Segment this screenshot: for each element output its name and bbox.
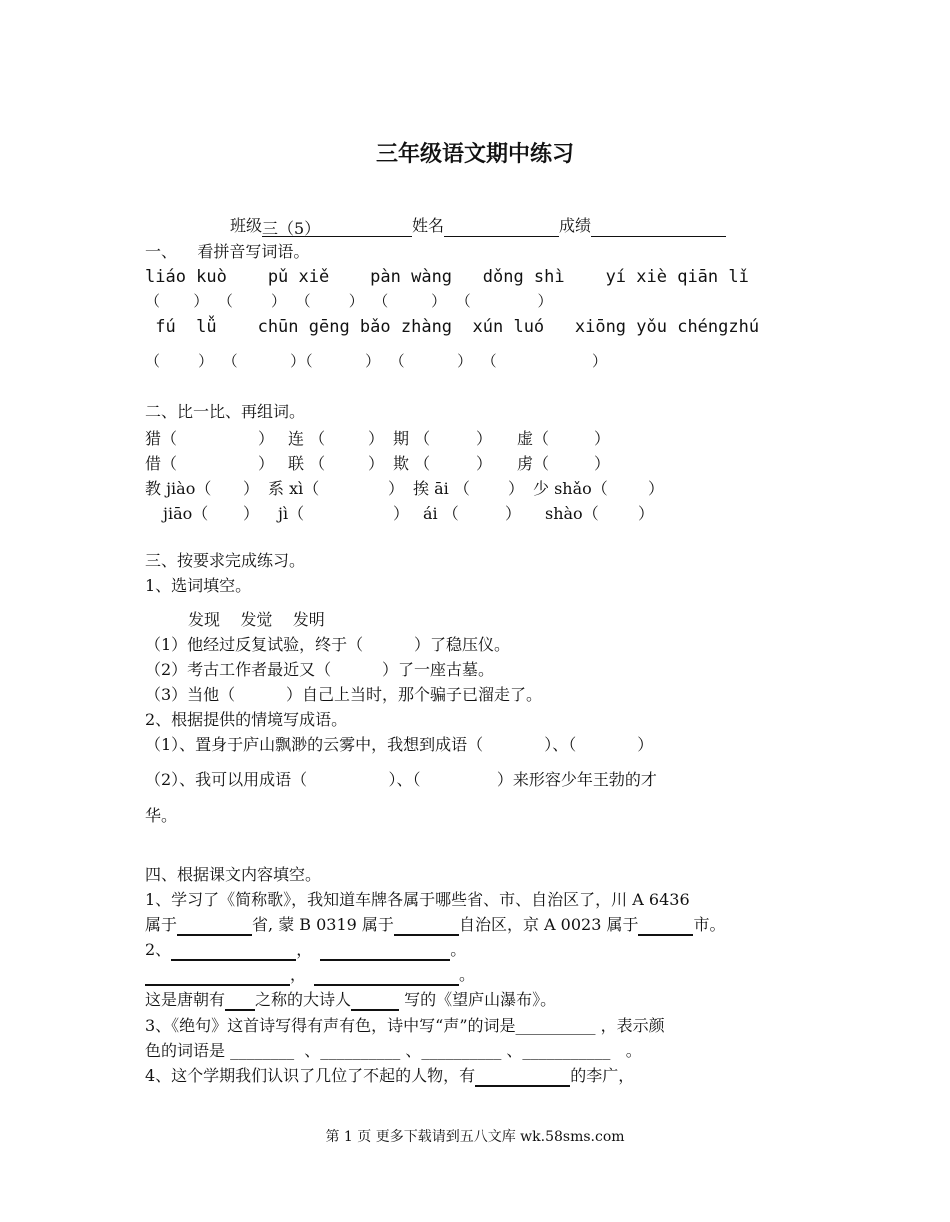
score-label: 成绩 [559, 216, 592, 235]
paren[interactable]: ） [388, 479, 405, 498]
section1-heading: 一、 看拼音写词语。 [145, 242, 310, 261]
text: 的李广， [570, 1066, 635, 1085]
paren[interactable]: ） [243, 504, 260, 523]
paren[interactable]: ） [258, 429, 275, 448]
compare-r2c1: 借（ [145, 454, 178, 473]
paren[interactable]: ） [638, 504, 655, 523]
text: 写的《望庐山瀑布》。 [399, 990, 557, 1009]
s4-line-6[interactable]: 3、《绝句》这首诗写得有声有色，诗中写“声”的词是__________ ，表示颜 [145, 1016, 665, 1035]
name-label: 姓名 [412, 216, 445, 235]
paren[interactable]: ） [648, 479, 665, 498]
text: 市。 [693, 915, 726, 934]
paren[interactable]: ） [393, 504, 410, 523]
text: 2、 [145, 940, 172, 959]
s4-line-1: 1、学习了《简称歌》，我知道车牌各属于哪些省、市、自治区了，川 A 6436 [145, 890, 690, 909]
s4-line-5 [145, 989, 810, 1011]
s4-line-3 [145, 939, 810, 961]
blank[interactable] [638, 916, 693, 936]
paren[interactable]: ） [258, 454, 275, 473]
blank[interactable] [171, 941, 296, 961]
name-field[interactable] [444, 218, 559, 237]
polyphone-r2c3: ái （ [423, 504, 459, 523]
text: ， [296, 940, 313, 959]
fill-question-2[interactable]: （2）考古工作者最近又（ ）了一座古墓。 [145, 660, 495, 679]
blank[interactable] [351, 991, 399, 1011]
blank[interactable] [475, 1067, 570, 1087]
polyphone-r2c1: jiāo（ [163, 504, 209, 523]
fill-question-1[interactable]: （1）他经过反复试验，终于（ ）了稳压仪。 [145, 635, 511, 654]
idiom-question-1[interactable]: （1）、置身于庐山飘渺的云雾中，我想到成语（ ）、（ ） [145, 735, 654, 754]
section4-heading: 四、根据课文内容填空。 [145, 865, 322, 884]
paren[interactable]: ） [368, 429, 385, 448]
polyphone-r1c2: 系 xì（ [268, 479, 320, 498]
compare-r2c2: 联 （ [288, 454, 326, 473]
idiom-question-2-cont: 华。 [145, 806, 178, 825]
compare-r2c4: 虏（ [517, 454, 550, 473]
compare-r1c3: 期 （ [393, 429, 431, 448]
paren[interactable]: ） [505, 504, 522, 523]
blank[interactable] [314, 966, 459, 986]
answer-row-2[interactable]: （ ） （ ）（ ） （ ） （ ） [145, 352, 607, 370]
score-field[interactable] [591, 218, 726, 237]
blank[interactable] [320, 941, 450, 961]
compare-r2c3: 欺 （ [393, 454, 431, 473]
paren[interactable]: ） [508, 479, 525, 498]
class-field[interactable] [262, 218, 412, 237]
s4-line-8 [145, 1065, 810, 1087]
student-info-line [230, 215, 810, 237]
blank[interactable] [145, 966, 290, 986]
pinyin-row-2: fú lǚ chūn gēng bǎo zhàng xún luó xiōng yǒu chéngzhú [145, 317, 760, 337]
polyphone-r1c3: 挨 āi （ [413, 479, 470, 498]
text: ， [290, 965, 307, 984]
sub-heading-2: 2、根据提供的情境写成语。 [145, 710, 348, 729]
text: 4、这个学期我们认识了几位了不起的人物，有 [145, 1066, 476, 1085]
blank[interactable] [394, 916, 459, 936]
pinyin-row-1: liáo kuò pǔ xiě pàn wàng dǒng shì yí xiè qiān lǐ [145, 267, 749, 287]
text: 属于 [145, 915, 178, 934]
polyphone-r1c1: 教 jiào（ [145, 479, 212, 498]
text: 之称的大诗人 [255, 990, 352, 1009]
fill-question-3[interactable]: （3）当他（ ）自己上当时，那个骗子已溜走了。 [145, 685, 543, 704]
text: 。 [450, 940, 467, 959]
paren[interactable]: ） [243, 479, 260, 498]
polyphone-r2c4: shào（ [545, 504, 599, 523]
page-footer: 第 1 页 更多下载请到五八文库 wk.58sms.com [325, 1129, 625, 1145]
text: 这是唐朝有 [145, 990, 226, 1009]
compare-r1c2: 连 （ [288, 429, 326, 448]
blank[interactable] [177, 916, 252, 936]
compare-r1c1: 猎（ [145, 429, 178, 448]
paren[interactable]: ） [594, 429, 611, 448]
s4-line-7[interactable]: 色的词语是 ________ 、__________ 、__________ 、___________ 。 [145, 1041, 642, 1060]
page-title: 三年级语文期中练习 [375, 142, 574, 167]
blank[interactable] [225, 991, 255, 1011]
idiom-question-2[interactable]: （2）、我可以用成语（ ）、（ ）来形容少年王勃的才 [145, 770, 657, 789]
polyphone-r2c2: jì（ [278, 504, 305, 523]
class-value: 三（5） [262, 219, 321, 238]
class-label: 班级 [230, 216, 263, 235]
text: 省, 蒙 B 0319 属于 [252, 915, 394, 934]
sub-heading-1: 1、选词填空。 [145, 576, 252, 595]
compare-r1c4: 虚（ [517, 429, 550, 448]
paren[interactable]: ） [368, 454, 385, 473]
word-choices: 发现 发觉 发明 [188, 610, 325, 629]
section3-heading: 三、按要求完成练习。 [145, 551, 306, 570]
text: 自治区，京 A 0023 属于 [458, 915, 639, 934]
s4-line-2 [145, 914, 810, 936]
paren[interactable]: ） [594, 454, 611, 473]
answer-row-1[interactable]: （ ） （ ） （ ） （ ） （ ） [145, 292, 553, 310]
polyphone-r1c4: 少 shǎo（ [533, 479, 608, 498]
paren[interactable]: ） [476, 454, 493, 473]
s4-line-4 [145, 964, 810, 986]
text: 。 [459, 965, 476, 984]
paren[interactable]: ） [476, 429, 493, 448]
section2-heading: 二、比一比、再组词。 [145, 402, 306, 421]
